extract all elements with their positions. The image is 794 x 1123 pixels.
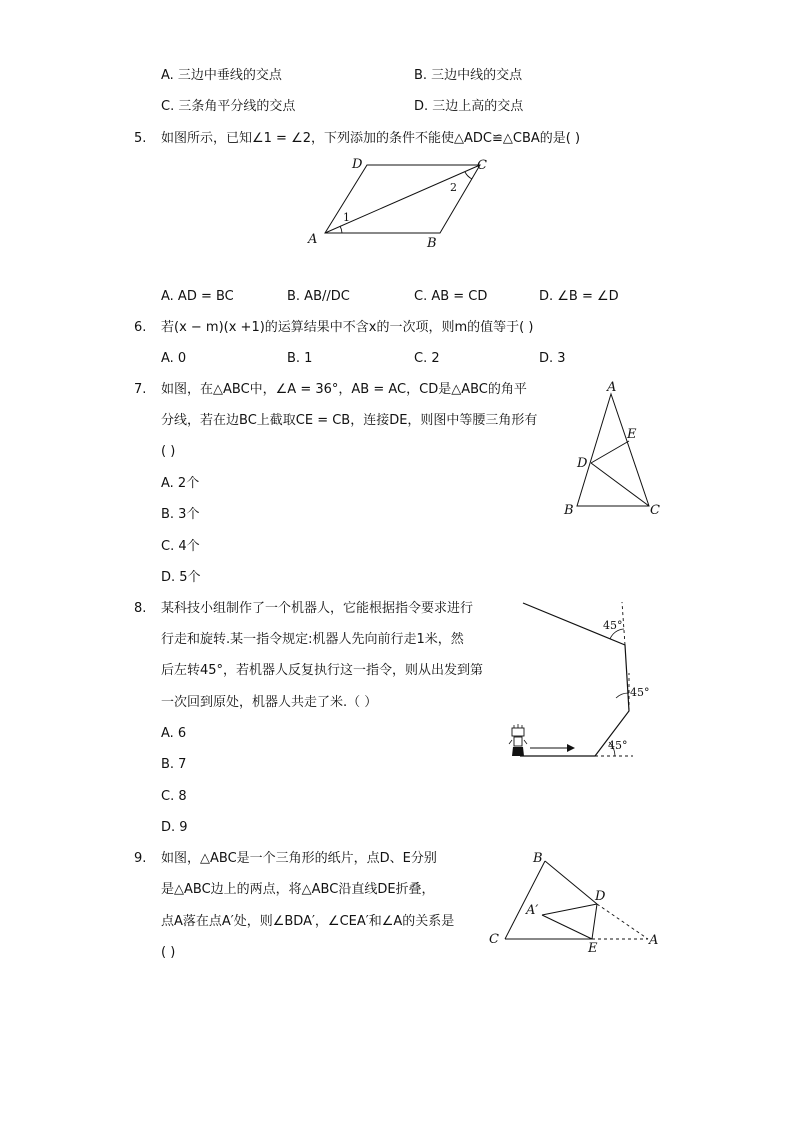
q5-angle-2: 2 — [450, 181, 457, 194]
q7-stem-line1: 如图，在△ABC中，∠A = 36°，AB = AC，CD是△ABC的角平 — [161, 382, 527, 397]
q5-label-d: D — [352, 157, 363, 172]
q8-angle-label-1: 45° — [608, 739, 628, 752]
q7-option-a: A. 2个 — [161, 476, 200, 491]
q8-number: 8. — [134, 601, 147, 616]
q8-stem-line1: 某科技小组制作了一个机器人，它能根据指令要求进行 — [161, 601, 474, 616]
q6-option-c: C. 2 — [414, 351, 440, 366]
q7-label-d: D — [577, 456, 588, 471]
q4-option-c: C. 三条角平分线的交点 — [161, 99, 296, 114]
q9-stem-line1: 如图，△ABC是一个三角形的纸片，点D、E分别 — [161, 851, 437, 866]
q7-label-a: A — [607, 380, 617, 395]
q9-fold-figure — [485, 848, 665, 963]
q5-number: 5. — [134, 131, 147, 146]
q7-label-c: C — [650, 503, 660, 518]
q6-option-a: A. 0 — [161, 351, 187, 366]
q5-stem: 如图所示，已知∠1 = ∠2，下列添加的条件不能使△ADC≌△CBA的是( ) — [161, 131, 581, 146]
q5-option-c: C. AB = CD — [414, 289, 488, 304]
q7-option-b: B. 3个 — [161, 507, 200, 522]
q4-option-d: D. 三边上高的交点 — [414, 99, 524, 114]
q7-label-b: B — [564, 503, 574, 518]
q8-option-a: A. 6 — [161, 726, 187, 741]
q9-label-c: C — [489, 932, 499, 947]
q8-option-b: B. 7 — [161, 757, 187, 772]
q7-stem-line2: 分线，若在边BC上截取CE = CB，连接DE，则图中等腰三角形有 — [161, 413, 538, 428]
q7-option-d: D. 5个 — [161, 570, 201, 585]
q6-option-d: D. 3 — [539, 351, 566, 366]
q9-label-d: D — [595, 889, 606, 904]
q7-triangle-figure — [560, 378, 670, 523]
q9-number: 9. — [134, 851, 147, 866]
q6-number: 6. — [134, 320, 147, 335]
q9-label-a-prime: A′ — [526, 903, 539, 918]
q8-stem-line3: 后左转45°，若机器人反复执行这一指令，则从出发到第 — [161, 663, 484, 678]
q8-angle-label-3: 45° — [603, 619, 623, 632]
q5-parallelogram-figure — [300, 150, 500, 250]
q6-option-b: B. 1 — [287, 351, 313, 366]
q5-angle-1: 1 — [343, 211, 350, 224]
q7-option-c: C. 4个 — [161, 539, 200, 554]
q9-label-e: E — [588, 941, 598, 956]
q8-robot-path-figure — [505, 598, 650, 763]
q7-label-e: E — [627, 427, 637, 442]
q8-stem-line2: 行走和旋转.某一指令规定:机器人先向前行走1米，然 — [161, 632, 464, 647]
q7-stem-line3: ( ) — [161, 444, 176, 459]
q4-option-b: B. 三边中线的交点 — [414, 68, 523, 83]
q9-stem-line4: ( ) — [161, 945, 176, 960]
robot-icon — [509, 724, 527, 756]
q5-label-a: A — [308, 232, 318, 247]
q8-option-d: D. 9 — [161, 820, 188, 835]
q5-label-b: B — [427, 236, 437, 251]
q8-angle-label-2: 45° — [630, 686, 650, 699]
q4-option-a: A. 三边中垂线的交点 — [161, 68, 282, 83]
q8-stem-line4: 一次回到原处，机器人共走了米.（ ） — [161, 695, 378, 710]
q6-stem: 若(x − m)(x +1)的运算结果中不含x的一次项，则m的值等于( ) — [161, 320, 534, 335]
q5-option-b: B. AB//DC — [287, 289, 350, 304]
q9-label-b: B — [533, 851, 543, 866]
q9-stem-line3: 点A落在点A′处，则∠BDA′，∠CEA′和∠A的关系是 — [161, 914, 455, 929]
q7-number: 7. — [134, 382, 147, 397]
q5-option-a: A. AD = BC — [161, 289, 234, 304]
q8-option-c: C. 8 — [161, 789, 187, 804]
q9-stem-line2: 是△ABC边上的两点，将△ABC沿直线DE折叠， — [161, 882, 435, 897]
q9-label-a: A — [649, 933, 659, 948]
q5-option-d: D. ∠B = ∠D — [539, 289, 619, 304]
q5-label-c: C — [477, 158, 487, 173]
